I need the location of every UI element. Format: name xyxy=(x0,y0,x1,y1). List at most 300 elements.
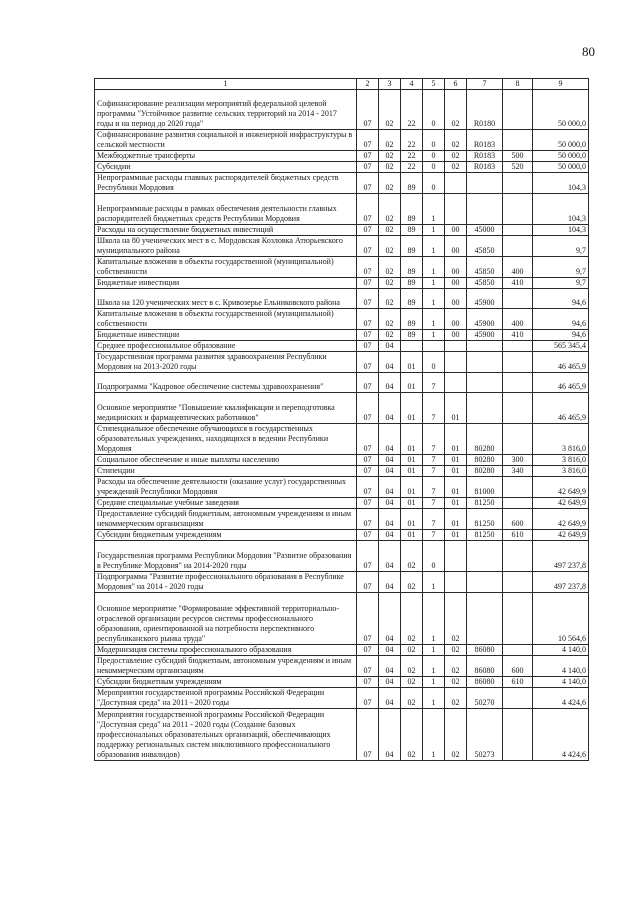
code-7: R0183 xyxy=(467,130,503,151)
code-2: 07 xyxy=(357,130,379,151)
code-6: 01 xyxy=(445,424,467,455)
amount: 3 816,0 xyxy=(533,466,589,477)
code-8: 340 xyxy=(503,466,533,477)
code-4: 89 xyxy=(401,289,423,309)
code-8 xyxy=(503,289,533,309)
code-8 xyxy=(503,341,533,352)
code-3: 02 xyxy=(379,225,401,236)
code-3: 04 xyxy=(379,541,401,572)
amount: 104,3 xyxy=(533,225,589,236)
code-2: 07 xyxy=(357,466,379,477)
table-row xyxy=(95,572,589,593)
code-8: 500 xyxy=(503,151,533,162)
code-3: 04 xyxy=(379,341,401,352)
amount: 9,7 xyxy=(533,278,589,289)
table-row xyxy=(95,162,589,173)
code-3: 04 xyxy=(379,645,401,656)
code-3: 02 xyxy=(379,289,401,309)
code-4 xyxy=(401,341,423,352)
code-2: 07 xyxy=(357,393,379,424)
code-4: 89 xyxy=(401,194,423,225)
column-header: 5 xyxy=(423,79,445,90)
code-5: 1 xyxy=(423,194,445,225)
row-name: Непрограммные расходы в рамках обеспечения деятельности главных распорядителей бюджетных средств Республики Мордовия xyxy=(95,194,357,225)
table-row xyxy=(95,194,589,225)
row-name: Предоставление субсидий бюджетным, автономным учреждениям и иным некоммерческим организациям xyxy=(95,509,357,530)
amount: 50 000,0 xyxy=(533,162,589,173)
row-name: Межбюджетные трансферты xyxy=(95,151,357,162)
row-name: Мероприятия государственной программы Российской Федерации "Доступная среда" на 2011 - 2020 годы xyxy=(95,688,357,709)
code-8 xyxy=(503,688,533,709)
code-3: 04 xyxy=(379,498,401,509)
code-5: 7 xyxy=(423,424,445,455)
code-7 xyxy=(467,173,503,194)
code-7: 80280 xyxy=(467,466,503,477)
row-name: Государственная программа развития здравоохранения Республики Мордовия на 2013-2020 годы xyxy=(95,352,357,373)
code-5: 1 xyxy=(423,645,445,656)
table-row xyxy=(95,677,589,688)
row-name: Софинансирование реализации мероприятий федеральной целевой программы "Устойчивое развитие сельских территорий на 2014 - 2017 годы и на период до 2020 года" xyxy=(95,90,357,130)
amount: 104,3 xyxy=(533,173,589,194)
code-8 xyxy=(503,173,533,194)
table-row xyxy=(95,257,589,278)
code-8: 610 xyxy=(503,677,533,688)
code-7: 81250 xyxy=(467,498,503,509)
code-2: 07 xyxy=(357,541,379,572)
code-3: 02 xyxy=(379,309,401,330)
code-3: 02 xyxy=(379,130,401,151)
code-7: 81250 xyxy=(467,509,503,530)
code-6 xyxy=(445,194,467,225)
code-4: 89 xyxy=(401,236,423,257)
table-row xyxy=(95,289,589,309)
code-4: 01 xyxy=(401,393,423,424)
code-6: 00 xyxy=(445,225,467,236)
code-7: 45850 xyxy=(467,236,503,257)
code-4: 02 xyxy=(401,688,423,709)
table-row xyxy=(95,90,589,130)
code-5: 1 xyxy=(423,225,445,236)
code-8 xyxy=(503,424,533,455)
amount: 3 816,0 xyxy=(533,424,589,455)
code-5: 1 xyxy=(423,709,445,761)
code-2: 07 xyxy=(357,194,379,225)
code-7: 80280 xyxy=(467,424,503,455)
amount: 4 140,0 xyxy=(533,656,589,677)
table-row xyxy=(95,477,589,498)
code-7 xyxy=(467,593,503,645)
code-3: 04 xyxy=(379,530,401,541)
row-name: Стипендии xyxy=(95,466,357,477)
code-7: 45850 xyxy=(467,278,503,289)
code-4: 89 xyxy=(401,173,423,194)
table-row xyxy=(95,455,589,466)
table-row xyxy=(95,393,589,424)
table-row xyxy=(95,709,589,761)
code-6: 02 xyxy=(445,656,467,677)
amount: 3 816,0 xyxy=(533,455,589,466)
table-row xyxy=(95,225,589,236)
code-6: 01 xyxy=(445,530,467,541)
row-name: Подпрограмма "Кадровое обеспечение системы здравоохранения" xyxy=(95,373,357,393)
amount: 50 000,0 xyxy=(533,151,589,162)
code-5: 0 xyxy=(423,151,445,162)
table-row xyxy=(95,173,589,194)
amount: 104,3 xyxy=(533,194,589,225)
code-6 xyxy=(445,373,467,393)
code-8: 520 xyxy=(503,162,533,173)
code-4: 01 xyxy=(401,477,423,498)
code-8 xyxy=(503,194,533,225)
code-8: 300 xyxy=(503,455,533,466)
code-2: 07 xyxy=(357,173,379,194)
code-3: 04 xyxy=(379,509,401,530)
code-8 xyxy=(503,541,533,572)
amount: 4 424,6 xyxy=(533,709,589,761)
code-3: 04 xyxy=(379,393,401,424)
table-row xyxy=(95,309,589,330)
code-5: 1 xyxy=(423,677,445,688)
code-8: 410 xyxy=(503,278,533,289)
code-2: 07 xyxy=(357,709,379,761)
code-4: 22 xyxy=(401,90,423,130)
code-3: 02 xyxy=(379,173,401,194)
row-name: Модернизация системы профессионального образования xyxy=(95,645,357,656)
code-6: 02 xyxy=(445,709,467,761)
row-name: Капитальные вложения в объекты государственной (муниципальной) собственности xyxy=(95,309,357,330)
amount: 9,7 xyxy=(533,257,589,278)
code-4: 02 xyxy=(401,656,423,677)
code-2: 07 xyxy=(357,509,379,530)
code-5: 7 xyxy=(423,477,445,498)
code-6: 01 xyxy=(445,498,467,509)
code-6: 02 xyxy=(445,151,467,162)
code-6: 00 xyxy=(445,278,467,289)
code-2: 07 xyxy=(357,162,379,173)
code-4: 02 xyxy=(401,572,423,593)
code-4: 02 xyxy=(401,645,423,656)
code-5: 0 xyxy=(423,352,445,373)
code-3: 04 xyxy=(379,373,401,393)
table-row xyxy=(95,509,589,530)
code-5: 1 xyxy=(423,330,445,341)
row-name: Непрограммные расходы главных распорядителей бюджетных средств Республики Мордовия xyxy=(95,173,357,194)
column-header: 3 xyxy=(379,79,401,90)
code-7 xyxy=(467,194,503,225)
code-4: 22 xyxy=(401,162,423,173)
code-2: 07 xyxy=(357,352,379,373)
amount: 94,6 xyxy=(533,309,589,330)
code-2: 07 xyxy=(357,309,379,330)
code-8 xyxy=(503,393,533,424)
table-row xyxy=(95,656,589,677)
code-2: 07 xyxy=(357,530,379,541)
amount: 94,6 xyxy=(533,289,589,309)
code-5: 7 xyxy=(423,373,445,393)
code-5: 1 xyxy=(423,257,445,278)
code-2: 07 xyxy=(357,373,379,393)
row-name: Основное мероприятие "Повышение квалификации и переподготовка медицинских и фармацевтических работников" xyxy=(95,393,357,424)
table-row xyxy=(95,352,589,373)
code-6 xyxy=(445,173,467,194)
code-8: 600 xyxy=(503,656,533,677)
row-name: Бюджетные инвестиции xyxy=(95,330,357,341)
code-7: 45850 xyxy=(467,257,503,278)
code-8 xyxy=(503,709,533,761)
code-4: 02 xyxy=(401,593,423,645)
code-2: 07 xyxy=(357,289,379,309)
code-2: 07 xyxy=(357,90,379,130)
code-6 xyxy=(445,572,467,593)
amount: 46 465,9 xyxy=(533,352,589,373)
code-3: 02 xyxy=(379,151,401,162)
code-6: 02 xyxy=(445,688,467,709)
row-name: Школа на 120 ученических мест в с. Кривозерье Ельниковского района xyxy=(95,289,357,309)
table-row xyxy=(95,541,589,572)
table-row xyxy=(95,688,589,709)
code-4: 89 xyxy=(401,225,423,236)
code-5: 7 xyxy=(423,509,445,530)
code-4: 01 xyxy=(401,373,423,393)
code-8 xyxy=(503,477,533,498)
column-header: 2 xyxy=(357,79,379,90)
code-5: 1 xyxy=(423,289,445,309)
code-3: 04 xyxy=(379,477,401,498)
code-4: 01 xyxy=(401,352,423,373)
code-2: 07 xyxy=(357,688,379,709)
amount: 46 465,9 xyxy=(533,393,589,424)
code-8: 410 xyxy=(503,330,533,341)
amount: 42 649,9 xyxy=(533,509,589,530)
table-row xyxy=(95,424,589,455)
code-4: 01 xyxy=(401,424,423,455)
column-header: 7 xyxy=(467,79,503,90)
code-3: 04 xyxy=(379,352,401,373)
code-8 xyxy=(503,236,533,257)
row-name: Среднее профессиональное образование xyxy=(95,341,357,352)
code-8 xyxy=(503,90,533,130)
amount: 9,7 xyxy=(533,236,589,257)
code-7: 45900 xyxy=(467,309,503,330)
code-4: 01 xyxy=(401,509,423,530)
code-2: 07 xyxy=(357,455,379,466)
code-7: 86080 xyxy=(467,677,503,688)
code-6: 02 xyxy=(445,593,467,645)
code-5: 0 xyxy=(423,162,445,173)
code-6: 01 xyxy=(445,393,467,424)
code-8: 600 xyxy=(503,509,533,530)
code-6: 02 xyxy=(445,130,467,151)
code-5: 1 xyxy=(423,236,445,257)
code-3: 04 xyxy=(379,656,401,677)
code-2: 07 xyxy=(357,424,379,455)
column-header: 4 xyxy=(401,79,423,90)
code-4: 01 xyxy=(401,466,423,477)
code-3: 02 xyxy=(379,194,401,225)
code-5: 1 xyxy=(423,278,445,289)
code-5: 1 xyxy=(423,656,445,677)
column-header: 6 xyxy=(445,79,467,90)
code-8 xyxy=(503,130,533,151)
code-5: 7 xyxy=(423,466,445,477)
code-8: 610 xyxy=(503,530,533,541)
code-5: 0 xyxy=(423,541,445,572)
code-5: 7 xyxy=(423,455,445,466)
code-6: 01 xyxy=(445,455,467,466)
code-3: 04 xyxy=(379,466,401,477)
code-7 xyxy=(467,352,503,373)
row-name: Бюджетные инвестиции xyxy=(95,278,357,289)
code-3: 04 xyxy=(379,424,401,455)
code-7: 45900 xyxy=(467,330,503,341)
budget-table xyxy=(94,78,589,761)
row-name: Государственная программа Республики Мордовия "Развитие образования в Республике Мордовия" на 2014-2020 годы xyxy=(95,541,357,572)
code-5 xyxy=(423,341,445,352)
code-2: 07 xyxy=(357,257,379,278)
code-2: 07 xyxy=(357,225,379,236)
page-number: 80 xyxy=(582,44,595,59)
code-2: 07 xyxy=(357,330,379,341)
code-3: 02 xyxy=(379,330,401,341)
code-2: 07 xyxy=(357,656,379,677)
row-name: Основное мероприятие "Формирование эффективной территориально-отраслевой организации ресурсов системы профессионального образования, ориентированной на потребности перспективного республиканского рынка труда" xyxy=(95,593,357,645)
code-6 xyxy=(445,541,467,572)
code-8: 400 xyxy=(503,309,533,330)
code-6: 02 xyxy=(445,90,467,130)
column-header: 8 xyxy=(503,79,533,90)
table-row xyxy=(95,330,589,341)
amount: 42 649,9 xyxy=(533,498,589,509)
amount: 565 345,4 xyxy=(533,341,589,352)
row-name: Софинансирование развития социальной и инженерной инфраструктуры в сельской местности xyxy=(95,130,357,151)
row-name: Субсидии xyxy=(95,162,357,173)
row-name: Школа на 80 ученических мест в с. Мордовская Козловка Атюрьевского муниципального района xyxy=(95,236,357,257)
table-row xyxy=(95,645,589,656)
code-6: 01 xyxy=(445,466,467,477)
row-name: Стипендиальное обеспечение обучающихся в государственных образовательных учреждениях, находящихся в ведении Республики Мордовия xyxy=(95,424,357,455)
code-7: R0183 xyxy=(467,151,503,162)
code-3: 04 xyxy=(379,572,401,593)
amount: 10 564,6 xyxy=(533,593,589,645)
code-8 xyxy=(503,225,533,236)
code-8 xyxy=(503,593,533,645)
code-7 xyxy=(467,393,503,424)
row-name: Предоставление субсидий бюджетным, автономным учреждениям и иным некоммерческим организациям xyxy=(95,656,357,677)
table-row xyxy=(95,278,589,289)
code-4: 02 xyxy=(401,541,423,572)
code-5: 0 xyxy=(423,130,445,151)
amount: 4 140,0 xyxy=(533,677,589,688)
code-4: 89 xyxy=(401,309,423,330)
table-body xyxy=(95,90,589,761)
code-6: 00 xyxy=(445,289,467,309)
row-name: Средние специальные учебные заведения xyxy=(95,498,357,509)
code-2: 07 xyxy=(357,341,379,352)
amount: 42 649,9 xyxy=(533,477,589,498)
code-7: 50270 xyxy=(467,688,503,709)
code-4: 22 xyxy=(401,151,423,162)
table-row xyxy=(95,341,589,352)
row-name: Подпрограмма "Развитие профессионального образования в Республике Мордовия" на 2014 - 2020 годы xyxy=(95,572,357,593)
code-3: 04 xyxy=(379,593,401,645)
code-2: 07 xyxy=(357,572,379,593)
table-row xyxy=(95,593,589,645)
code-2: 07 xyxy=(357,498,379,509)
code-4: 89 xyxy=(401,278,423,289)
row-name: Субсидии бюджетным учреждениям xyxy=(95,530,357,541)
column-header: 9 xyxy=(533,79,589,90)
code-7 xyxy=(467,341,503,352)
code-5: 1 xyxy=(423,688,445,709)
code-6 xyxy=(445,352,467,373)
code-7: 86080 xyxy=(467,645,503,656)
code-6: 00 xyxy=(445,309,467,330)
code-4: 02 xyxy=(401,709,423,761)
code-6: 00 xyxy=(445,330,467,341)
table-row xyxy=(95,530,589,541)
code-3: 02 xyxy=(379,257,401,278)
code-7: 50273 xyxy=(467,709,503,761)
code-8 xyxy=(503,352,533,373)
code-5: 7 xyxy=(423,530,445,541)
table-row xyxy=(95,236,589,257)
code-3: 04 xyxy=(379,709,401,761)
table-row xyxy=(95,151,589,162)
code-7: 45900 xyxy=(467,289,503,309)
amount: 497 237,8 xyxy=(533,541,589,572)
row-name: Мероприятия государственной программы Российской Федерации "Доступная среда" на 2011 - 2020 годы (Создание базовых профессиональных образовательных организаций, обеспечивающих поддержку региональных систем инклюзивного профессионального образования инвалидов) xyxy=(95,709,357,761)
table-row xyxy=(95,498,589,509)
code-7: 86080 xyxy=(467,656,503,677)
code-4: 89 xyxy=(401,257,423,278)
code-7: 45000 xyxy=(467,225,503,236)
row-name: Капитальные вложения в объекты государственной (муниципальной) собственности xyxy=(95,257,357,278)
code-7 xyxy=(467,541,503,572)
row-name: Расходы на обеспечение деятельности (оказание услуг) государственных учреждений Республики Мордовия xyxy=(95,477,357,498)
code-8 xyxy=(503,645,533,656)
code-2: 07 xyxy=(357,151,379,162)
table-row xyxy=(95,130,589,151)
code-8: 400 xyxy=(503,257,533,278)
code-4: 01 xyxy=(401,530,423,541)
code-4: 89 xyxy=(401,330,423,341)
code-3: 02 xyxy=(379,90,401,130)
code-2: 07 xyxy=(357,645,379,656)
table-header xyxy=(95,79,589,90)
code-5: 0 xyxy=(423,173,445,194)
amount: 50 000,0 xyxy=(533,130,589,151)
amount: 4 140,0 xyxy=(533,645,589,656)
code-2: 07 xyxy=(357,278,379,289)
code-6 xyxy=(445,341,467,352)
table-row xyxy=(95,466,589,477)
code-3: 04 xyxy=(379,677,401,688)
code-6: 01 xyxy=(445,509,467,530)
table-row xyxy=(95,373,589,393)
code-7: R0183 xyxy=(467,162,503,173)
header-row xyxy=(95,79,589,90)
code-2: 07 xyxy=(357,593,379,645)
amount: 497 237,8 xyxy=(533,572,589,593)
amount: 46 465,9 xyxy=(533,373,589,393)
code-5: 7 xyxy=(423,393,445,424)
code-3: 04 xyxy=(379,455,401,466)
code-3: 02 xyxy=(379,236,401,257)
code-8 xyxy=(503,373,533,393)
row-name: Субсидии бюджетным учреждениям xyxy=(95,677,357,688)
code-7 xyxy=(467,572,503,593)
code-2: 07 xyxy=(357,677,379,688)
